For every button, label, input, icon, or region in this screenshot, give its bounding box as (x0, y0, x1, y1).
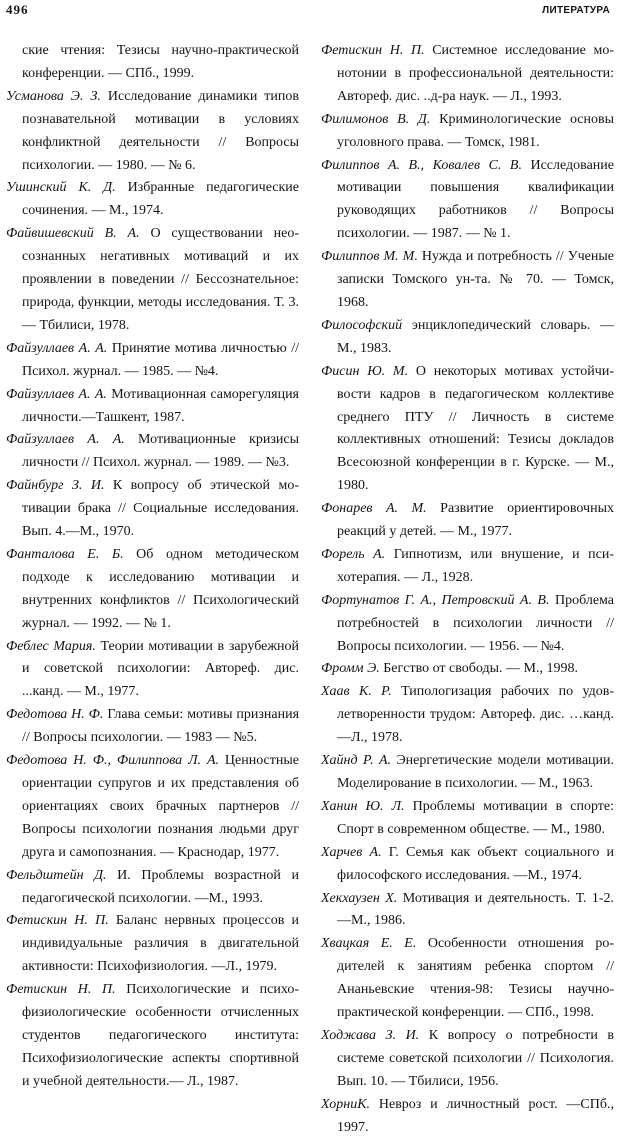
bibliography-entry (321, 681, 614, 750)
bibliography-entry (6, 338, 299, 384)
entry-author: Фетискин Н. П. (6, 982, 116, 998)
entry-author: Файвишевский В. А. (6, 226, 140, 242)
entry-text: О некоторых мотивах устойчивости кадров в педагогическом коллективе среднего ПТУ // Личность в системе коллективных отношений: Тезисы докладов Всесоюзной конференции в г. Курске. — М., 1980. (337, 363, 615, 494)
bibliography-entry (6, 223, 299, 338)
entry-text: Теории мотивации в зарубежной и советской психологии: Автореф. дис. ...канд. — М., 1977. (22, 638, 299, 700)
bibliography-entry (6, 86, 299, 178)
entry-author: Философский (321, 317, 403, 333)
bibliography-entry (6, 910, 299, 979)
bibliography-entry (321, 590, 614, 659)
bibliography-entry (6, 979, 299, 1094)
entry-author: Фетискин Н. П. (321, 43, 425, 58)
bibliography-entry (321, 1094, 614, 1140)
entry-text: Исследование мотивации повышения квалификации руководящих работников // Вопросы психологии. — 1987. — № 1. (337, 157, 614, 242)
entry-text: Криминологические основы уголовного права. — Томск, 1981. (337, 111, 615, 150)
entry-text: О существовании неосознанных негативных мотиваций и их проявлении в поведении // Бессознательное: природа, функции, методы исследования. Т. 3. — Тбилиси, 1978. (22, 226, 299, 333)
entry-author: Файнбург З. И. (6, 478, 105, 494)
bibliography-entry (6, 475, 299, 544)
bibliography-entry (6, 40, 299, 86)
entry-text: ские чтения: Тезисы научно-практической конференции. — СПб., 1999. (22, 43, 299, 81)
entry-text: Системное исследование монотонии в профессиональной деятельности: Автореф. дис. ..д-ра наук. — Л., 1993. (337, 43, 614, 104)
entry-author: Фанталова Е. Б. (6, 546, 124, 562)
entry-author: Харчев А. (321, 844, 382, 860)
entry-text: Мотивация и деятельность. Т. 1-2. —М., 1986. (337, 890, 614, 929)
bibliography-entry (6, 636, 299, 705)
entry-author: Фромм Э. (321, 661, 380, 677)
entry-text: Проблема потребностей в психологии личности // Вопросы психологии. — 1956. — №4. (337, 592, 615, 654)
entry-author: Филимонов В. Д. (321, 111, 431, 127)
bibliography-entry (321, 315, 614, 361)
bibliography-entry (6, 177, 299, 223)
bibliography-entry (321, 40, 614, 109)
bibliography-entry (321, 796, 614, 842)
bibliography-entry (6, 544, 299, 636)
entry-author: Фетискин Н. П. (6, 913, 109, 929)
entry-text: Мотивационные кризисы личности // Психол. журнал. — 1989. — №3. (22, 432, 299, 471)
entry-text: Принятие мотива личностью // Психол. журнал. — 1985. — №4. (22, 340, 299, 379)
entry-author: Фельдштейн Д. (6, 867, 107, 883)
entry-text: Избранные педагогические сочинения. — М., 1974. (22, 180, 299, 219)
bibliography-entry (321, 888, 614, 934)
entry-text: Ценностные ориентации супругов и их представления об ориентациях своих брачных партнеров // Вопросы психологии познания людьми друг друга и самопознания. — Краснодар, 1977. (22, 753, 299, 860)
entry-author: Фортунатов Г. А., Петровский А. В. (321, 592, 550, 608)
entry-text: К вопросу об этической мотивации брака // Социальные исследования. Вып. 4.—М., 1970. (22, 478, 300, 540)
page-number: 496 (6, 2, 29, 17)
bibliography-entry (6, 704, 299, 750)
entry-text: Психологические и психофизиологические особенности отчисленных студентов педагогического института: Психофизиологические аспекты спортивной и учебной деятельности.— Л., 1987. (22, 982, 299, 1089)
entry-author: Хаав К. Р. (321, 684, 392, 700)
entry-text: Мотивационная саморегуляция личности.—Ташкент, 1987. (22, 386, 299, 425)
bibliography-entry (321, 155, 614, 247)
entry-author: Хекхаузен Х. (321, 890, 398, 906)
page-header (6, 0, 610, 22)
bibliography-entry (321, 658, 614, 681)
entry-text: Развитие ориентировочных реакций у детей. — М., 1977. (337, 501, 614, 540)
entry-author: Ушинский К. Д. (6, 180, 116, 196)
entry-text: Бегство от свободы. — М., 1998. (383, 661, 578, 677)
bibliography-entry (321, 498, 614, 544)
entry-text: Типологизация рабочих по удовлетворенности трудом: Автореф. дис. …канд.—Л., 1978. (337, 684, 615, 746)
entry-text: Г. Семья как объект социального и философского исследования. —М., 1974. (337, 844, 615, 883)
bibliography-entry (321, 109, 614, 155)
bibliography-entry (321, 246, 614, 315)
entry-author: Хвацкая Е. Е. (321, 936, 417, 952)
entry-text: К вопросу о потребности в системе советской психологии // Психология. Вып. 10. — Тбилиси, 1956. (337, 1027, 615, 1089)
entry-author: Филиппов А. В., Ковалев С. В. (321, 157, 522, 173)
entry-text: Гипнотизм, или внушение, и психотерапия. — Л., 1928. (337, 546, 615, 585)
entry-text: Баланс нервных процессов и индивидуальные различия в двигательной активности: Психофизиология. —Л., 1979. (22, 913, 300, 975)
entry-author: Файзуллаев А. А. (6, 432, 125, 448)
entry-author: ХорниК. (321, 1096, 371, 1112)
entry-text: Особенности отношения родителей к занятиям ребенка спортом // Ананьевские чтения-98: Тезисы научнопрактической конференции. — СПб., 1998. (337, 936, 614, 1021)
entry-author: Файзуллаев А. А. (6, 386, 107, 402)
bibliography-entry (6, 384, 299, 430)
bibliography-entry (321, 933, 614, 1025)
entry-author: Феблес Мария. (6, 638, 96, 654)
entry-text: И. Проблемы возрастной и педагогической психологии. —М., 1993. (22, 867, 300, 906)
bibliography-entry (321, 544, 614, 590)
bibliography-entry (321, 361, 614, 498)
entry-text: энциклопедический словарь. — М., 1983. (337, 317, 614, 356)
entry-text: Энергетические модели мотивации. Моделирование в психологии. — М., 1963. (337, 753, 615, 791)
entry-author: Усманова Э. З. (6, 88, 101, 104)
bibliography-entry (321, 1025, 614, 1094)
entry-author: Ханин Ю. Л. (321, 798, 405, 814)
bibliography-entry (6, 865, 299, 911)
entry-author: Форель А. (321, 546, 386, 562)
bibliography-column-left (6, 40, 299, 1094)
entry-text: Невроз и личностный рост. —СПб., 1997. (337, 1096, 615, 1135)
entry-text: Исследование динамики типов познавательной мотивации в условиях конфликтной деятельности // Вопросы психологии. — 1980. — № 6. (22, 88, 300, 173)
entry-author: Федотова Н. Ф. (6, 707, 104, 723)
entry-author: Хайнд Р. А. (321, 753, 392, 769)
entry-author: Фонарев А. М. (321, 501, 427, 517)
entry-author: Файзуллаев А. А. (6, 340, 108, 356)
entry-author: Фисин Ю. М. (321, 363, 409, 379)
entry-text: Об одном методическом подходе к исследованию мотивации и внутренних конфликтов // Психологический журнал. — 1992. — № 1. (22, 546, 299, 631)
entry-author: Федотова Н. Ф., Филиппова Л. А. (6, 753, 219, 769)
bibliography-entry (6, 750, 299, 865)
entry-text: Проблемы мотивации в спорте: Спорт в современном обществе. — М., 1980. (337, 798, 615, 837)
running-head: ЛИТЕРАТУРА (542, 5, 610, 16)
bibliography-column-right (321, 40, 614, 1140)
bibliography-entry (6, 429, 299, 475)
bibliography-entry (321, 842, 614, 888)
entry-text: Нужда и потребность // Ученые записки Томского ун-та. № 70. — Томск, 1968. (337, 249, 615, 310)
entry-author: Филиппов М. М. (321, 249, 418, 265)
entry-text: Глава семьи: мотивы признания // Вопросы психологии. — 1983 — №5. (22, 707, 300, 746)
bibliography-entry (321, 750, 614, 796)
entry-author: Ходжава З. И. (321, 1027, 420, 1043)
